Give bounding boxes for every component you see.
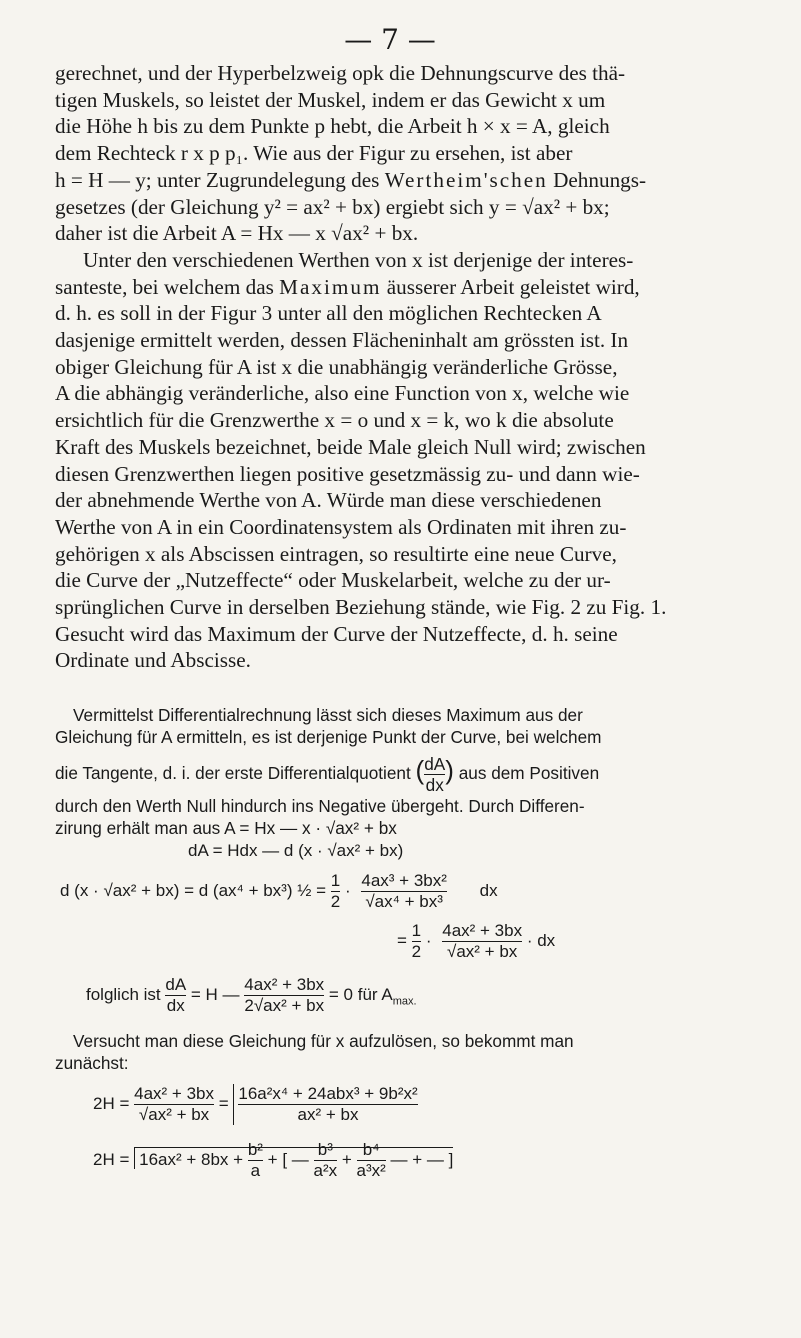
text-line: Kraft des Muskels bezeichnet, beide Male gleich Null wird; zwischen: [55, 434, 646, 459]
small-text-line: zunächst:: [55, 1053, 129, 1073]
text-line: der abnehmende Werthe von A. Würde man diese verschiedenen: [55, 488, 602, 513]
text-line: sprünglichen Curve in derselben Beziehung stände, wie Fig. 2 zu Fig. 1.: [55, 595, 667, 620]
versucht-text: [55, 1030, 769, 1074]
equation-4: folglich ist $\frac{dA}{dx}$ = H — $\frac{\text{4ax² + 3bx}}{\text{2√ax² + bx}}$ = 0 für $A_{max.}$: [86, 975, 417, 1015]
small-text-line: Versucht man diese Gleichung für x aufzulösen, so bekommt man: [73, 1031, 574, 1051]
text-line: h = H — y; unter Zugrundelegung des Wertheim'schen Dehnungs-: [55, 167, 647, 192]
text-line: A die abhängig veränderliche, also eine Function von x, welche wie: [55, 381, 630, 406]
text-line: tigen Muskels, so leistet der Muskel, indem er das Gewicht x um: [55, 87, 606, 112]
differential-quotient: $\frac{dA}{dx}$: [424, 753, 446, 795]
text-line: dem Rechteck r x p p₁. Wie aus der Figur zu ersehen, ist aber: [55, 141, 573, 166]
equation-3: = $\frac{1}{2}$ · $\frac{\text{4ax² + 3bx}}{\text{√ax² + bx}}$ · dx: [397, 921, 556, 961]
text-line: gerechnet, und der Hyperbelzweig opk die Dehnungscurve des thä-: [55, 61, 626, 85]
spaced-name: Wertheim'schen: [384, 167, 548, 192]
text-line: daher ist die Arbeit A = Hx — x √ax² + bx.: [55, 221, 419, 246]
text-line: die Curve der „Nutzeffecte“ oder Muskelarbeit, welche zu der ur-: [55, 568, 611, 593]
text-line: Ordinate und Abscisse.: [55, 648, 251, 673]
small-text-line: die Tangente, d. i. der erste Differentialquotient ( $\frac{dA}{dx}$ ) aus dem Positiven: [55, 753, 600, 795]
text-line: Werthe von A in ein Coordinatensystem als Ordinaten mit ihren zu-: [55, 514, 627, 539]
text-line: gehörigen x als Abscissen eintragen, so resultirte eine neue Curve,: [55, 541, 617, 566]
text-line: Unter den verschiedenen Werthen von x ist derjenige der interes-: [83, 247, 634, 272]
text-line: die Höhe h bis zu dem Punkte p hebt, die Arbeit h × x = A, gleich: [55, 114, 610, 139]
text-line: obiger Gleichung für A ist x die unabhängig veränderliche Grösse,: [55, 354, 618, 379]
spaced-word: Maximum: [279, 274, 382, 299]
text-line: santeste, bei welchem das Maximum äusserer Arbeit geleistet wird,: [55, 274, 640, 299]
page-number: — 7 —: [344, 23, 436, 56]
small-text-line: Vermittelst Differentialrechnung lässt sich dieses Maximum aus der: [73, 705, 583, 725]
small-print-section: [55, 704, 769, 839]
text-line: ersichtlich für die Grenzwerthe x = o und x = k, wo k die absolute: [55, 408, 614, 433]
text-line: Gesucht wird das Maximum der Curve der Nutzeffecte, d. h. seine: [55, 621, 618, 646]
text-line: dasjenige ermittelt werden, dessen Flächeninhalt am grössten ist. In: [55, 328, 629, 353]
equation-6: 2H = 16ax² + 8bx + $\frac{\text{b²}}{a}$ + [ — $\frac{\text{b³}}{\text{a²x}}$ + $\frac{\text{b⁴}}{\text{a³x²}}$ — + — ]: [93, 1140, 454, 1180]
text-line: d. h. es soll in der Figur 3 unter all den möglichen Rechtecken A: [55, 301, 602, 326]
small-text-line: Gleichung für A ermitteln, es ist derjenige Punkt der Curve, bei welchem: [55, 727, 602, 747]
equation-2: d (x · √ax² + bx) = d (ax⁴ + bx³) ½ = $\frac{1}{2}$ · $\frac{\text{4ax³ + 3bx²}}{\text{√ax⁴ + bx³}}$ dx: [60, 871, 498, 911]
small-text-line: zirung erhält man aus A = Hx — x · √ax² + bx: [55, 818, 397, 838]
equation-5: 2H = $\frac{\text{4ax² + 3bx}}{\text{√ax² + bx}}$ = $\frac{\text{16a²x⁴ + 24abx³ + 9b²x²}}{\text{ax² + bx}}$: [93, 1084, 418, 1124]
small-text-line: durch den Werth Null hindurch ins Negative übergeht. Durch Differen-: [55, 796, 585, 816]
text-line: diesen Grenzwerthen liegen positive gesetzmässig zu- und dann wie-: [55, 461, 640, 486]
text-line: gesetzes (der Gleichung y² = ax² + bx) ergiebt sich y = √ax² + bx;: [55, 194, 610, 219]
equation-1: dA = Hdx — d (x · √ax² + bx): [188, 841, 404, 860]
main-text: [55, 60, 769, 674]
